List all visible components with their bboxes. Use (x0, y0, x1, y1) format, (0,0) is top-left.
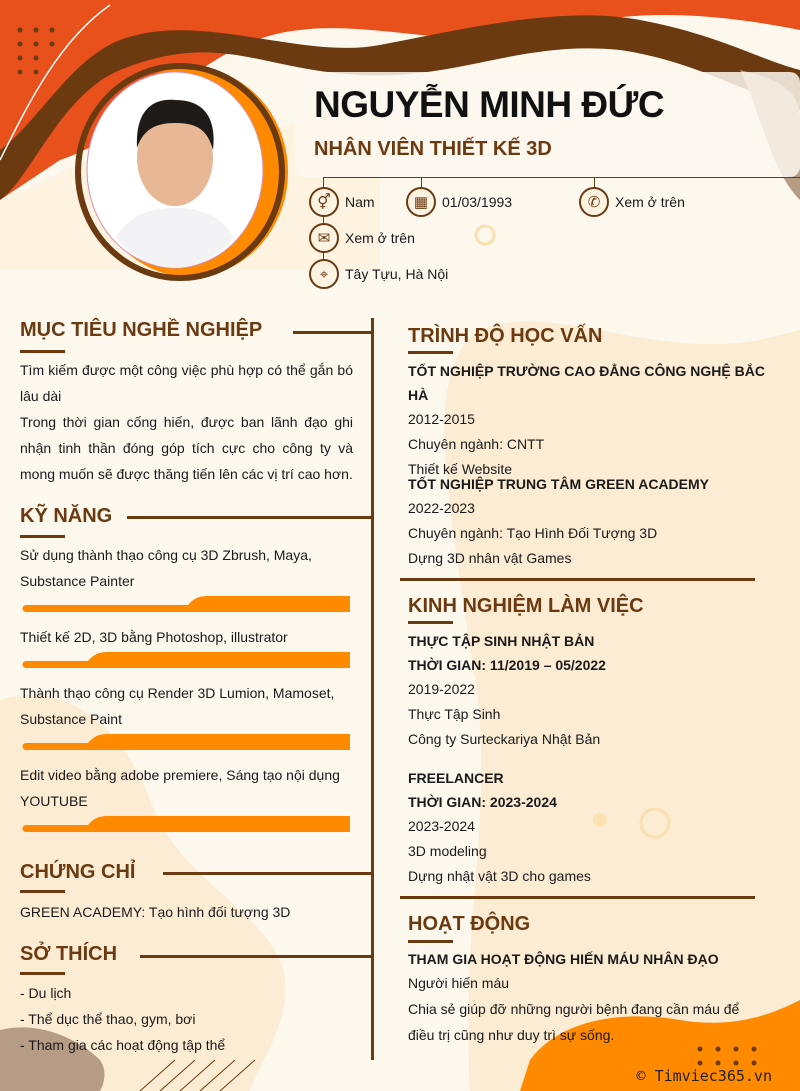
objective-text: Tìm kiếm được một công việc phù hợp có thể gắn bó lâu dài Trong thời gian cống hiến, được ban lãnh đạo ghi nhận tinh thần đóng góp tích cực cho công ty và mong muốn sẽ được thăng tiến lên các vị trí cao hơn. (20, 362, 353, 482)
certificates-heading: CHỨNG CHỈ (20, 861, 136, 883)
major: Chuyên ngành: CNTT (408, 436, 545, 452)
company: Công ty Surteckariya Nhật Bản (408, 731, 601, 747)
profile-photo (95, 78, 255, 268)
education-item (408, 359, 778, 482)
job-time: THỜI GIAN: 2023-2024 (408, 794, 557, 810)
education-heading: TRÌNH ĐỘ HỌC VẤN (408, 325, 603, 347)
job-title: NHÂN VIÊN THIẾT KẾ 3D (314, 138, 552, 160)
skill-item: Edit video bằng adobe premiere, Sáng tạo nội dụng YOUTUBE (20, 767, 340, 809)
activities-heading: HOẠT ĐỘNG (408, 913, 531, 935)
location-icon: ⌖ (309, 259, 339, 289)
education-item (408, 472, 778, 571)
period: 2023-2024 (408, 818, 475, 834)
major: Chuyên ngành: Tạo Hình Đối Tượng 3D (408, 525, 658, 541)
hobbies-heading: SỞ THÍCH (20, 943, 118, 965)
activity-description: Chia sẻ giúp đỡ những người bệnh đang cần máu để điều trị cũng như duy trì sự sống. (408, 1001, 740, 1043)
job-title: FREELANCER (408, 770, 504, 786)
contact-birthday (406, 187, 512, 217)
phone-value: Xem ở trên (615, 194, 685, 210)
objective-heading: MỤC TIÊU NGHỀ NGHIỆP (20, 319, 263, 341)
address-value: Tây Tựu, Hà Nội (345, 266, 449, 282)
skill-item: Thành thạo công cụ Render 3D Lumion, Mamoset, Substance Paint (20, 685, 335, 727)
contact-gender (309, 187, 375, 217)
skill-bar (20, 596, 350, 612)
skill-item: Sử dụng thành thạo công cụ 3D Zbrush, Maya, Substance Painter (20, 547, 312, 589)
school-name: TỐT NGHIỆP TRUNG TÂM GREEN ACADEMY (408, 476, 710, 492)
column-divider (371, 318, 374, 1060)
gender-value: Nam (345, 194, 375, 210)
skill-bar (20, 652, 350, 668)
period: 2022-2023 (408, 500, 475, 516)
company: Dựng nhật vật 3D cho games (408, 868, 591, 884)
contact-address (309, 259, 448, 289)
activity-title: THAM GIA HOẠT ĐỘNG HIẾN MÁU NHÂN ĐẠO (408, 951, 719, 967)
hobby-item: - Du lịch (20, 985, 72, 1001)
hobby-item: - Tham gia các hoạt động tập thể (20, 1037, 226, 1053)
period: 2012-2015 (408, 411, 475, 427)
role: 3D modeling (408, 843, 487, 859)
job-title: THỰC TẬP SINH NHẬT BẢN (408, 633, 595, 649)
gender-icon: ⚥ (309, 187, 339, 217)
experience-item (408, 766, 778, 889)
hobby-item: - Thể dục thể thao, gym, bơi (20, 1011, 196, 1027)
skill-bar (20, 816, 350, 832)
period: 2019-2022 (408, 681, 475, 697)
certificate-item: GREEN ACADEMY: Tạo hình đối tượng 3D (20, 904, 291, 920)
birthday-value: 01/03/1993 (442, 194, 513, 210)
email-icon: ✉ (309, 223, 339, 253)
activity-role: Người hiến máu (408, 975, 510, 991)
experience-heading: KINH NGHIỆM LÀM VIỆC (408, 595, 644, 617)
contact-email (309, 223, 415, 253)
description: Thiết kế Website (408, 461, 513, 477)
skill-bar (20, 734, 350, 750)
contact-phone (579, 187, 685, 217)
skills-heading: KỸ NĂNG (20, 505, 113, 527)
activity-item (408, 947, 778, 1048)
school-name: TỐT NGHIỆP TRƯỜNG CAO ĐẲNG CÔNG NGHỆ BẮC HÀ (408, 363, 765, 403)
watermark: © Timviec365.vn (636, 1067, 772, 1085)
role: Thực Tập Sinh (408, 706, 501, 722)
phone-icon: ✆ (579, 187, 609, 217)
email-value: Xem ở trên (345, 230, 415, 246)
calendar-icon: ▦ (406, 187, 436, 217)
description: Dựng 3D nhân vật Games (408, 550, 572, 566)
job-time: THỜI GIAN: 11/2019 – 05/2022 (408, 657, 606, 673)
skill-item: Thiết kế 2D, 3D bằng Photoshop, illustrator (20, 629, 288, 645)
candidate-name: NGUYỄN MINH ĐỨC (314, 84, 665, 125)
experience-item (408, 629, 778, 752)
